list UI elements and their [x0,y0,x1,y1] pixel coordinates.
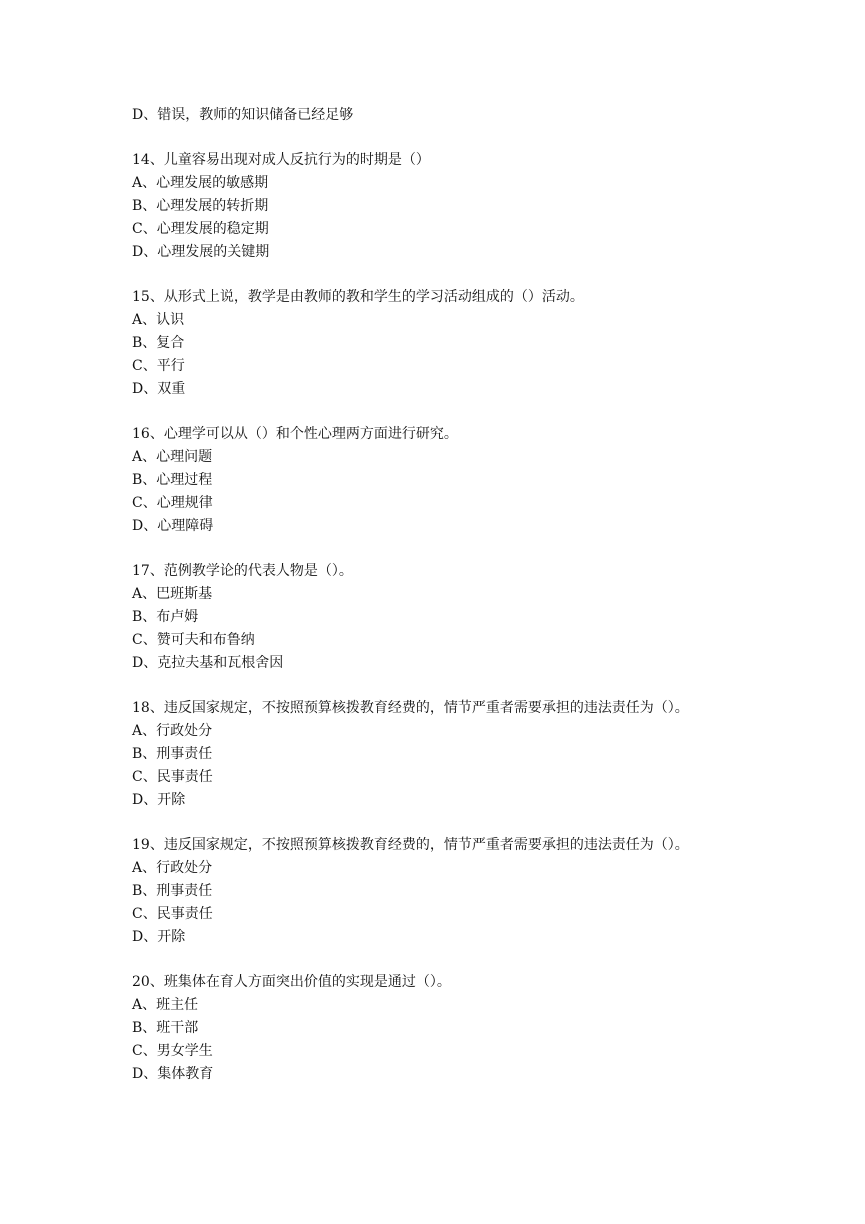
option-b: B、刑事责任 [132,883,213,899]
question-stem: 16、心理学可以从（）和个性心理两方面进行研究。 [132,426,458,442]
option-c: C、民事责任 [132,769,213,785]
option-a: A、巴班斯基 [132,586,213,602]
option-d: D、心理发展的关键期 [132,244,270,260]
spacer [132,675,832,697]
option-d: D、开除 [132,792,186,808]
spacer [132,401,832,423]
question-19 [132,834,832,949]
option-c: C、赞可夫和布鲁纳 [132,632,255,648]
question-stem: 14、儿童容易出现对成人反抗行为的时期是（） [132,152,430,168]
spacer [132,264,832,286]
option-b: B、刑事责任 [132,746,213,762]
option-c: C、心理规律 [132,495,213,511]
spacer [132,949,832,971]
option-a: A、班主任 [132,997,199,1013]
question-stem: 15、从形式上说，教学是由教师的教和学生的学习活动组成的（）活动。 [132,289,584,305]
option-b: B、心理过程 [132,472,213,488]
question-18 [132,697,832,812]
option-b: B、复合 [132,335,185,351]
option-a: A、心理问题 [132,449,213,465]
option-c: C、心理发展的稳定期 [132,221,269,237]
question-14 [132,149,832,264]
option-a: A、行政处分 [132,723,213,739]
question-16 [132,423,832,538]
option-d: D、开除 [132,929,186,945]
question-stem: 19、违反国家规定，不按照预算核拨教育经费的，情节严重者需要承担的违法责任为（）。 [132,837,689,853]
option-c: C、民事责任 [132,906,213,922]
option-d: D、双重 [132,381,186,397]
spacer [132,538,832,560]
question-stem: 18、违反国家规定，不按照预算核拨教育经费的，情节严重者需要承担的违法责任为（）。 [132,700,689,716]
option-a: A、心理发展的敏感期 [132,175,269,191]
question-stem: 17、范例教学论的代表人物是（）。 [132,563,353,579]
option-c: C、平行 [132,358,185,374]
question-stem: 20、班集体在育人方面突出价值的实现是通过（）。 [132,974,451,990]
option-a: A、行政处分 [132,860,213,876]
option-d: D、心理障碍 [132,518,214,534]
option-d-previous-question: D、错误，教师的知识储备已经足够 [132,107,354,123]
option-a: A、认识 [132,312,185,328]
option-b: B、班干部 [132,1020,199,1036]
question-20 [132,971,832,1086]
question-17 [132,560,832,675]
option-d: D、集体教育 [132,1066,214,1082]
option-b: B、布卢姆 [132,609,199,625]
spacer [132,127,832,149]
document-body [132,104,832,1086]
option-b: B、心理发展的转折期 [132,198,269,214]
option-d: D、克拉夫基和瓦根舍因 [132,655,284,671]
question-15 [132,286,832,401]
option-c: C、男女学生 [132,1043,213,1059]
spacer [132,812,832,834]
